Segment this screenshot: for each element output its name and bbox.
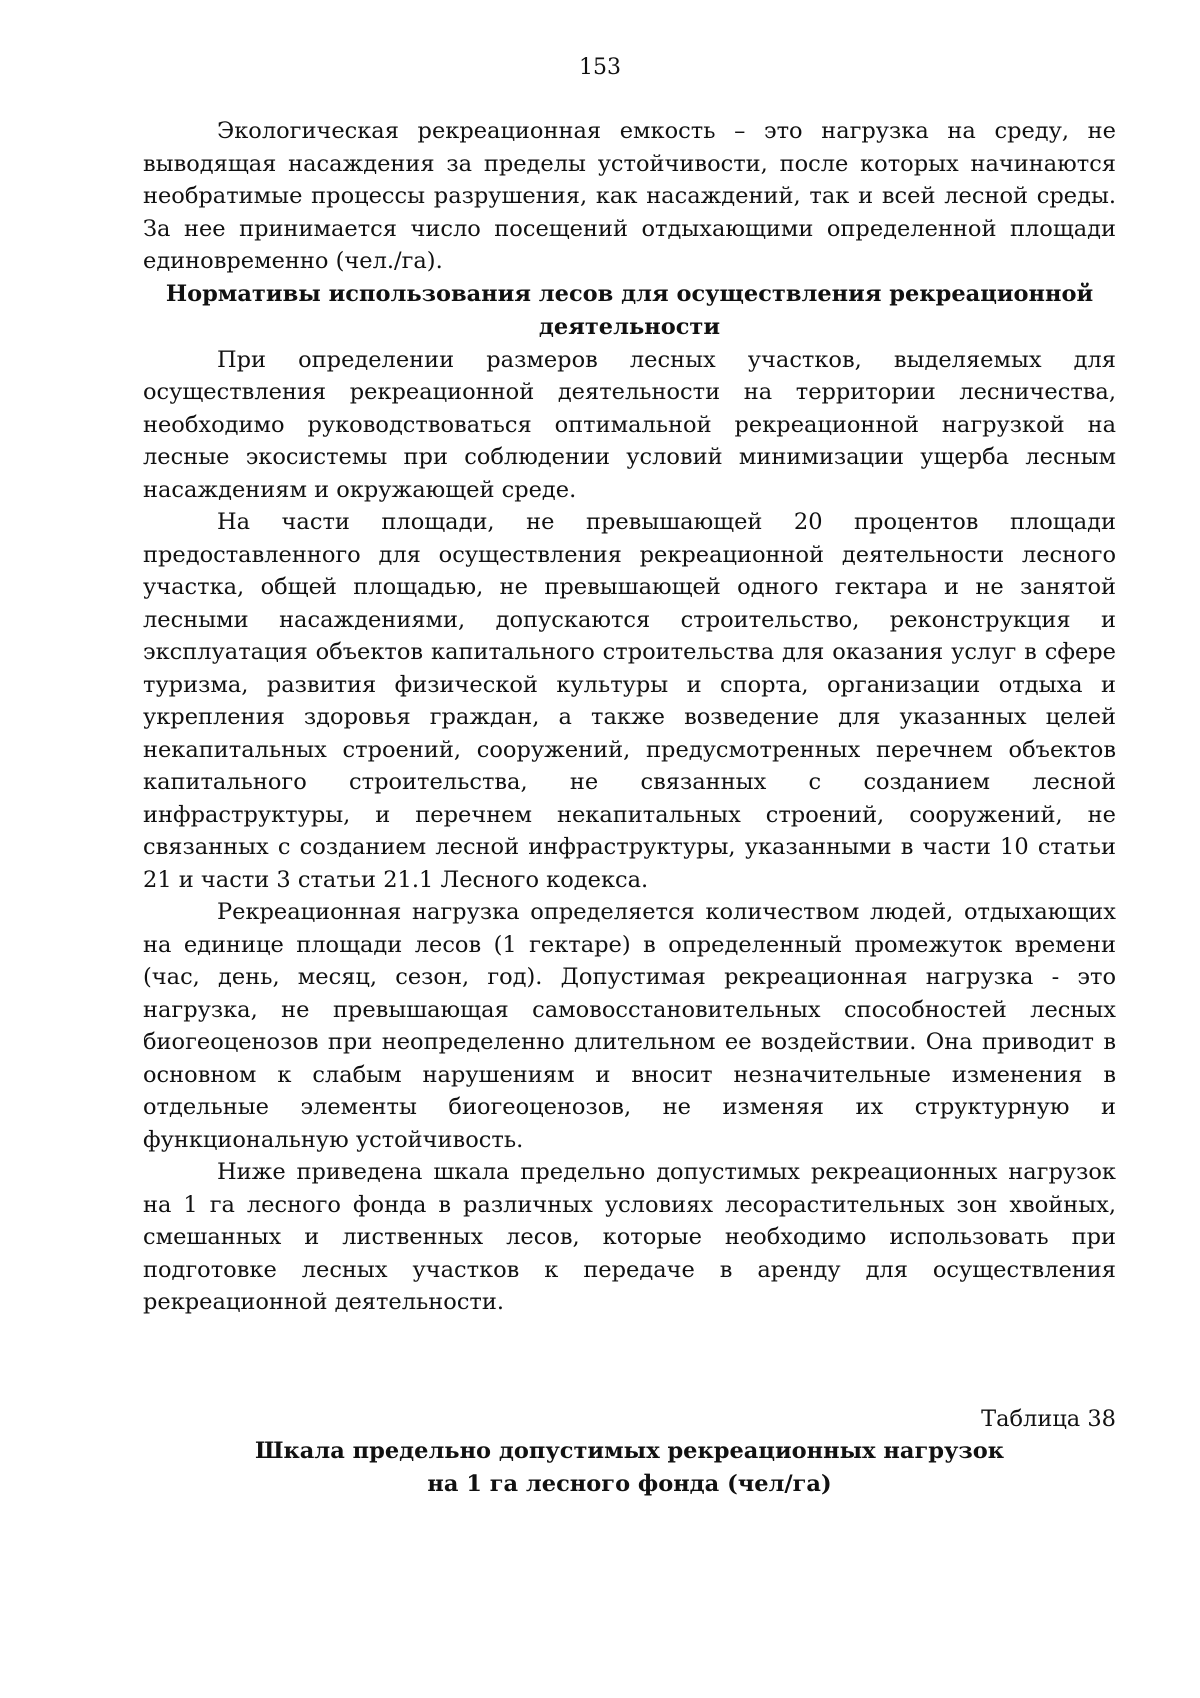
section-heading xyxy=(143,278,1116,344)
paragraph-scale-intro: Ниже приведена шкала предельно допустимых рекреационных нагрузок на 1 га лесного фонда в различных условиях лесорастительных зон хвойных, смешанных и лиственных лесов, которые необходимо использовать при подготовке лесных участков к передаче в аренду для осуществления рекреационной деятельности. xyxy=(143,1159,1116,1315)
page-number: 153 xyxy=(579,55,621,80)
paragraph-construction: На части площади, не превышающей 20 процентов площади предоставленного для осуществления рекреационной деятельности лесного участка, общей площадью, не превышающей одного гектара и не занятой лесными насаждениями, допускаются строительство, реконструкция и эксплуатация объектов капитального строительства для оказания услуг в сфере туризма, развития физической культуры и спорта, организации отдыха и укрепления здоровья граждан, а также возведение для указанных целей некапитальных строений, сооружений, предусмотренных перечнем объектов капитального строительства, не связанных с созданием лесной инфраструктуры, и перечнем некапитальных строений, сооружений, не связанных с созданием лесной инфраструктуры, указанными в части 10 статьи 21 и части 3 статьи 21.1 Лесного кодекса. xyxy=(143,509,1116,893)
paragraph-recreational-load: Рекреационная нагрузка определяется количеством людей, отдыхающих на единице площади лесов (1 гектаре) в определенный промежуток времени (час, день, месяц, сезон, год). Допустимая рекреационная нагрузка - это нагрузка, не превышающая самовосстановительных способностей лесных биогеоценозов при неопределенно длительном ее воздействии. Она приводит в основном к слабым нарушениям и вносит незначительные изменения в отдельные элементы биогеоценозов, не изменяя их структурную и функциональную устойчивость. xyxy=(143,899,1116,1153)
table-heading-line-1: Шкала предельно допустимых рекреационных нагрузок xyxy=(254,1437,1005,1464)
paragraph-ecological-capacity: Экологическая рекреационная емкость – это нагрузка на среду, не выводящая насаждения за пределы устойчивости, после которых начинаются необратимые процессы разрушения, как насаждений, так и всей лесной среды. За нее принимается число посещений отдыхающими определенной площади единовременно (чел./га). xyxy=(143,118,1116,274)
page-body xyxy=(143,115,1116,1501)
table-heading xyxy=(143,1435,1116,1501)
section-heading-line-1: Нормативы использования лесов для осуществления рекреационной xyxy=(165,280,1094,307)
table-label: Таблица 38 xyxy=(981,1405,1116,1432)
table-heading-line-2: на 1 га лесного фонда (чел/га) xyxy=(427,1470,832,1497)
section-heading-line-2: деятельности xyxy=(538,313,721,340)
paragraph-plot-size: При определении размеров лесных участков, выделяемых для осуществления рекреационной деятельности на территории лесничества, необходимо руководствоваться оптимальной рекреационной нагрузкой на лесные экосистемы при соблюдении условий минимизации ущерба лесным насаждениям и окружающей среде. xyxy=(143,346,1116,503)
